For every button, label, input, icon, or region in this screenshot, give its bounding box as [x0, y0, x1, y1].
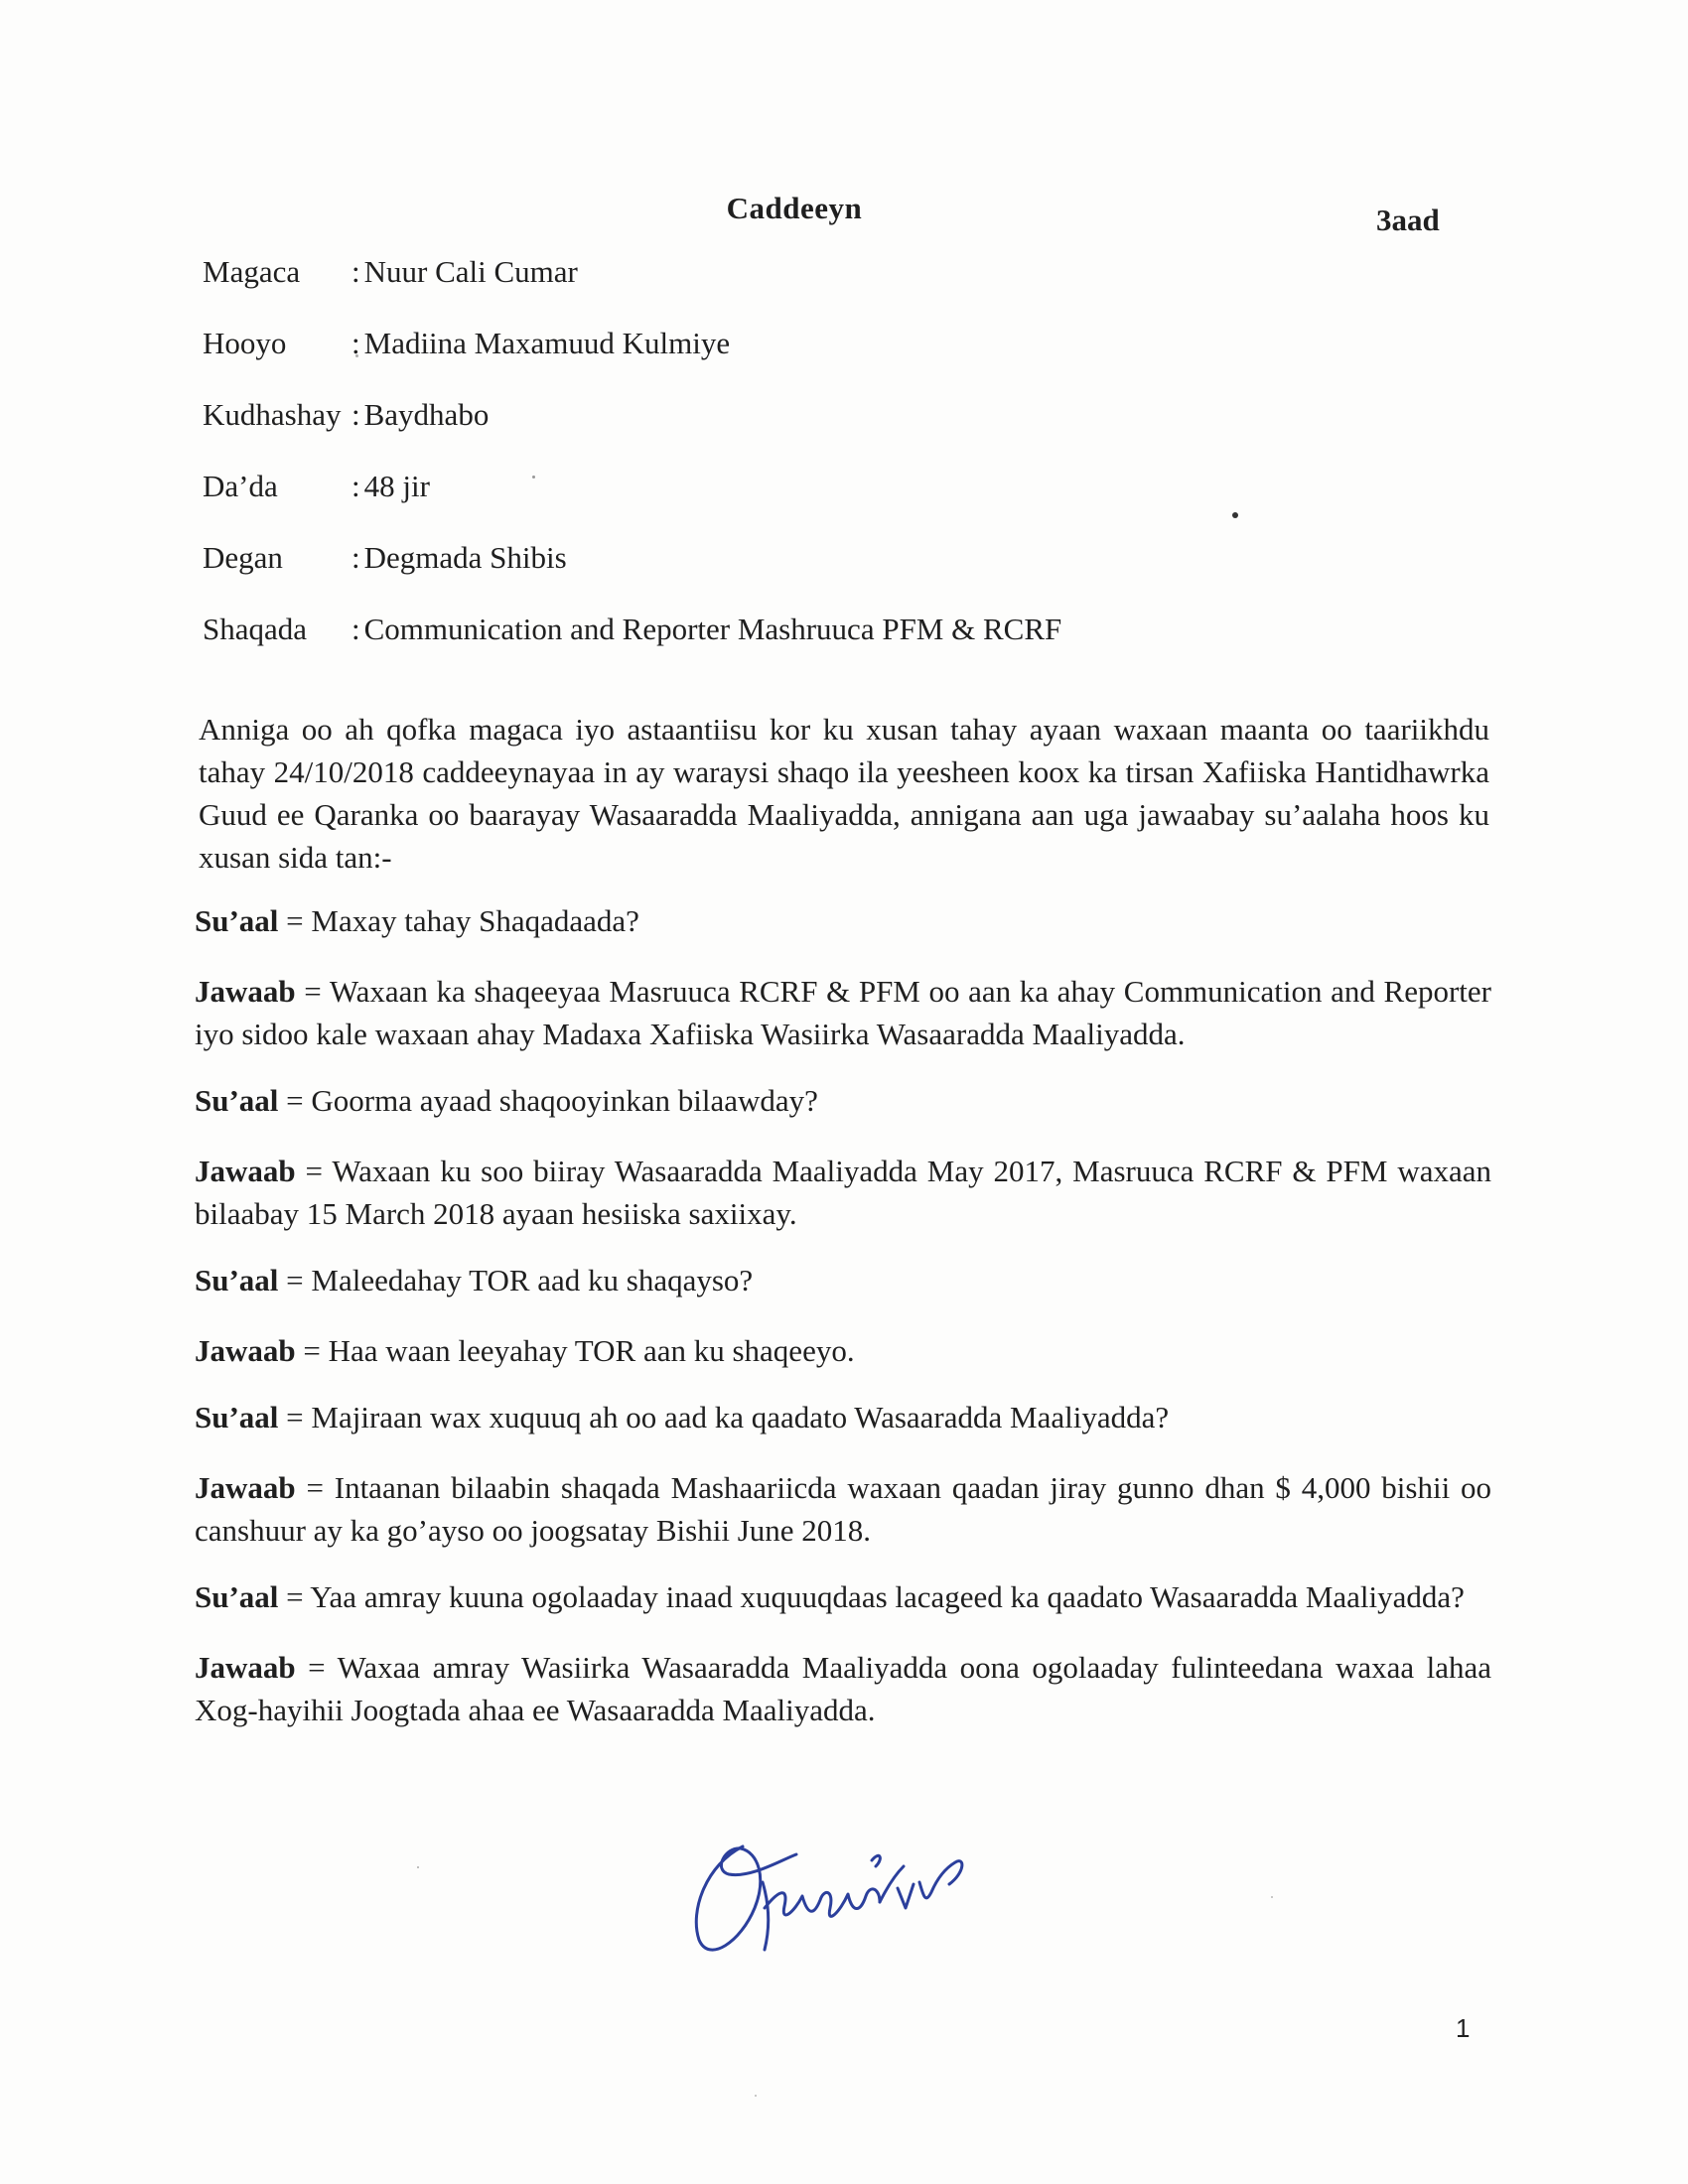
- field-label: Kudhashay: [203, 397, 342, 432]
- question-text: Maxay tahay Shaqadaada?: [311, 903, 639, 938]
- scan-speck: [417, 1866, 419, 1868]
- question-separator: =: [278, 1579, 311, 1614]
- field-colon: :: [352, 469, 360, 503]
- question-item: [195, 1259, 1491, 1301]
- intro-paragraph: Anniga oo ah qofka magaca iyo astaantiisu kor ku xusan tahay ayaan waxaan maanta oo taariikhdu tahay 24/10/2018 caddeeynayaa in ay waraysi shaqo ila yeesheen koox ka tirsan Xafiiska Hantidhawrka Guud ee Qaranka oo baarayay Wasaaradda Maaliyadda, annigana aan uga jawaabay su’aalaha hoos ku xusan sida tan:-: [199, 712, 1489, 875]
- field-value: Madiina Maxamuud Kulmiye: [363, 326, 731, 360]
- answer-separator: =: [295, 1154, 333, 1188]
- field-value: 48 jir: [363, 469, 430, 503]
- field-colon: :: [352, 540, 360, 575]
- question-separator: =: [278, 1400, 312, 1434]
- field-value: Nuur Cali Cumar: [363, 254, 578, 289]
- question-item: [195, 1575, 1491, 1618]
- answer-separator: =: [295, 1650, 338, 1685]
- field-dada: [203, 469, 1493, 540]
- field-label: Degan: [203, 540, 283, 575]
- field-degan: [203, 540, 1493, 612]
- field-label: Shaqada: [203, 612, 308, 646]
- answer-text: Waxaan ku soo biiray Wasaaradda Maaliyadda May 2017, Masruuca RCRF & PFM waxaan bilaabay 15 March 2018 ayaan hesiiska saxiixay.: [195, 1154, 1491, 1231]
- answer-item: [195, 1466, 1491, 1552]
- question-item: [195, 1396, 1491, 1438]
- scan-speck: [755, 2095, 757, 2097]
- question-key: Su’aal: [195, 1400, 279, 1434]
- scan-speck: [1271, 1896, 1273, 1898]
- field-label: Da’da: [203, 469, 278, 503]
- answer-key: Jawaab: [195, 1650, 296, 1685]
- question-item: [195, 1079, 1491, 1122]
- answer-separator: =: [295, 1470, 335, 1505]
- field-magaca: [203, 254, 1493, 326]
- field-colon: :: [352, 254, 360, 289]
- answer-item: [195, 970, 1491, 1055]
- field-value: Baydhabo: [363, 397, 490, 432]
- document-title: Caddeeyn: [726, 191, 863, 225]
- question-separator: =: [278, 903, 312, 938]
- question-text: Maleedahay TOR aad ku shaqayso?: [311, 1263, 754, 1297]
- answer-text: Waxaan ka shaqeeyaa Masruuca RCRF & PFM oo aan ka ahay Communication and Reporter iyo sidoo kale waxaan ahay Madaxa Xafiiska Wasiirka Wasaaradda Maaliyadda.: [195, 974, 1491, 1051]
- answer-separator: =: [295, 974, 330, 1009]
- question-key: Su’aal: [195, 1263, 279, 1297]
- page-code: 3aad: [1376, 203, 1440, 237]
- question-key: Su’aal: [195, 903, 279, 938]
- question-text: Majiraan wax xuquuq ah oo aad ka qaadato Wasaaradda Maaliyadda?: [311, 1400, 1170, 1434]
- answer-text: Intaanan bilaabin shaqada Mashaariicda waxaan qaadan jiray gunno dhan $ 4,000 bishii oo canshuur ay ka go’ayso oo joogsatay Bishii June 2018.: [195, 1470, 1491, 1548]
- question-separator: =: [278, 1083, 312, 1118]
- field-kudhashay: [203, 397, 1493, 469]
- answer-key: Jawaab: [195, 1154, 296, 1188]
- answer-item: [195, 1646, 1491, 1731]
- field-label: Hooyo: [203, 326, 287, 360]
- answer-key: Jawaab: [195, 1333, 296, 1368]
- question-key: Su’aal: [195, 1083, 279, 1118]
- question-separator: =: [278, 1263, 312, 1297]
- field-colon: :: [352, 326, 360, 360]
- answer-key: Jawaab: [195, 1470, 296, 1505]
- question-text: Yaa amray kuuna ogolaaday inaad xuquuqdaas lacageed ka qaadato Wasaaradda Maaliyadda?: [310, 1579, 1465, 1614]
- field-hooyo: [203, 326, 1493, 397]
- answer-text: Waxaa amray Wasiirka Wasaaradda Maaliyadda oona ogolaaday fulinteedana waxaa lahaa Xog-hayihii Joogtada ahaa ee Wasaaradda Maaliyadda.: [195, 1650, 1491, 1727]
- answer-text: Haa waan leeyahay TOR aan ku shaqeeyo.: [328, 1333, 855, 1368]
- field-label: Magaca: [203, 254, 301, 289]
- answer-key: Jawaab: [195, 974, 296, 1009]
- field-value: Degmada Shibis: [363, 540, 567, 575]
- question-answer-list: [195, 899, 1491, 1755]
- question-item: [195, 899, 1491, 942]
- question-key: Su’aal: [195, 1579, 279, 1614]
- handwritten-signature: [685, 1827, 973, 1966]
- question-text: Goorma ayaad shaqooyinkan bilaawday?: [311, 1083, 818, 1118]
- scan-speck: [532, 476, 535, 478]
- personal-details: [203, 254, 1493, 683]
- page-number: 1: [1456, 2013, 1471, 2043]
- field-value: Communication and Reporter Mashruuca PFM & RCRF: [363, 612, 1062, 646]
- field-colon: :: [352, 397, 360, 432]
- scan-speck: [1232, 512, 1238, 518]
- field-colon: :: [352, 612, 360, 646]
- scan-speck: [355, 354, 358, 357]
- answer-item: [195, 1329, 1491, 1372]
- answer-separator: =: [295, 1333, 329, 1368]
- answer-item: [195, 1150, 1491, 1235]
- field-shaqada: [203, 612, 1493, 683]
